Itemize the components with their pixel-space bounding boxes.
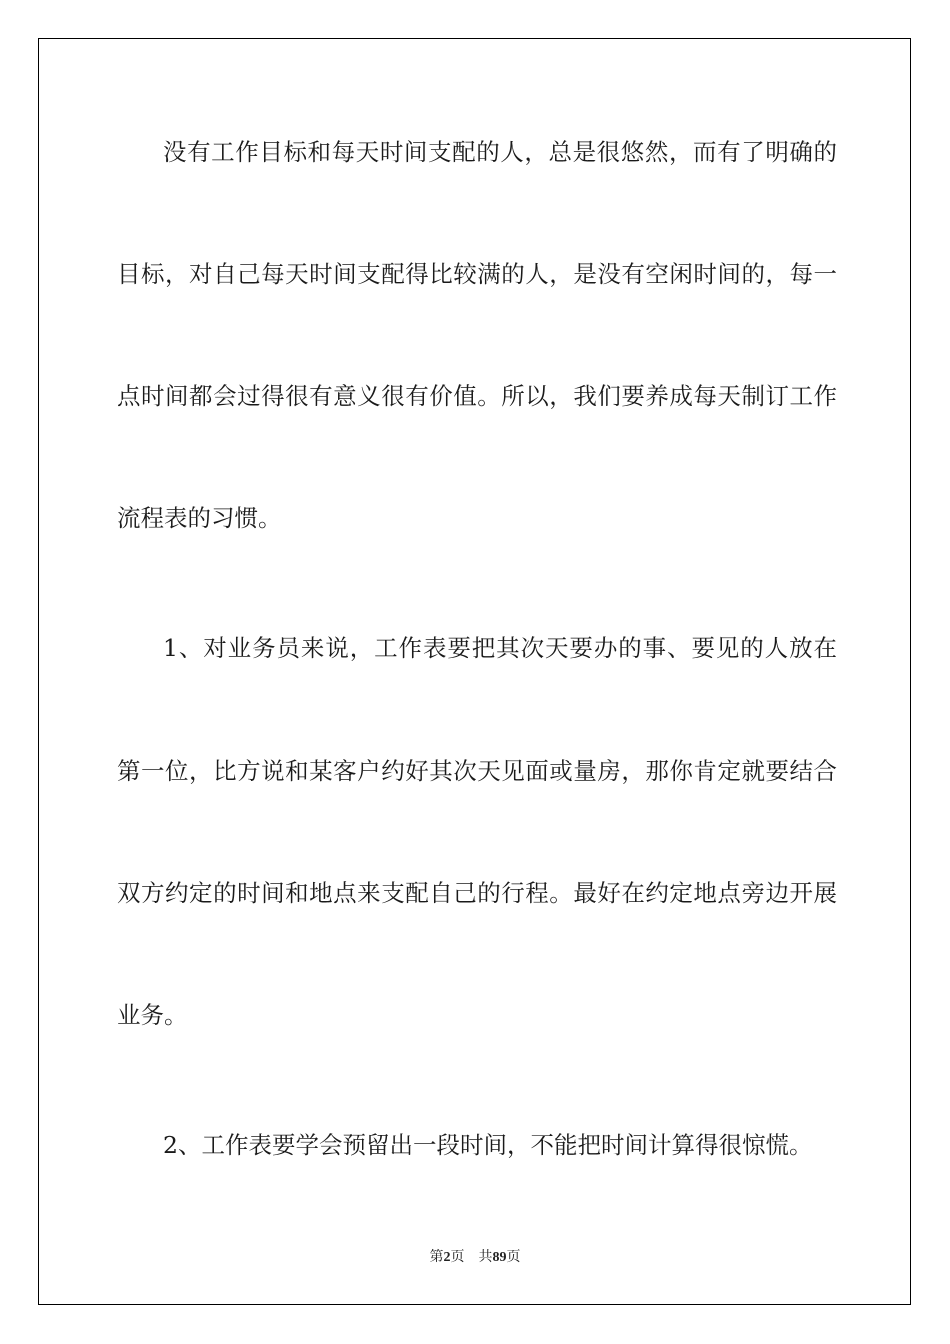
paragraph-2-line-3: 双方约定的时间和地点来支配自己的行程。最好在约定地点旁边开展 (117, 879, 837, 907)
paragraph-1-line-4: 流程表的习惯。 (117, 504, 282, 532)
footer-total-suffix: 页 (506, 1250, 521, 1265)
page-border (38, 38, 911, 1305)
paragraph-1-line-1: 没有工作目标和每天时间支配的人，总是很悠然，而有了明确的 (163, 138, 837, 166)
footer-page-suffix: 页 (450, 1250, 465, 1265)
footer-page-number: 2 (443, 1250, 451, 1265)
paragraph-1-line-2: 目标，对自己每天时间支配得比较满的人，是没有空闲时间的，每一 (117, 260, 837, 288)
page-footer (0, 1246, 950, 1266)
paragraph-2-line-2: 第一位，比方说和某客户约好其次天见面或量房，那你肯定就要结合 (117, 757, 837, 785)
footer-total-prefix: 共 (478, 1250, 493, 1265)
paragraph-2-line-1: 1、对业务员来说，工作表要把其次天要办的事、要见的人放在 (163, 634, 837, 662)
paragraph-1-line-3: 点时间都会过得很有意义很有价值。所以，我们要养成每天制订工作 (117, 382, 837, 410)
footer-total-pages: 89 (492, 1250, 507, 1265)
paragraph-2-line-4: 业务。 (117, 1001, 188, 1029)
footer-page-prefix: 第 (429, 1250, 444, 1265)
paragraph-3-line-1: 2、工作表要学会预留出一段时间，不能把时间计算得很惊慌。 (163, 1131, 813, 1159)
